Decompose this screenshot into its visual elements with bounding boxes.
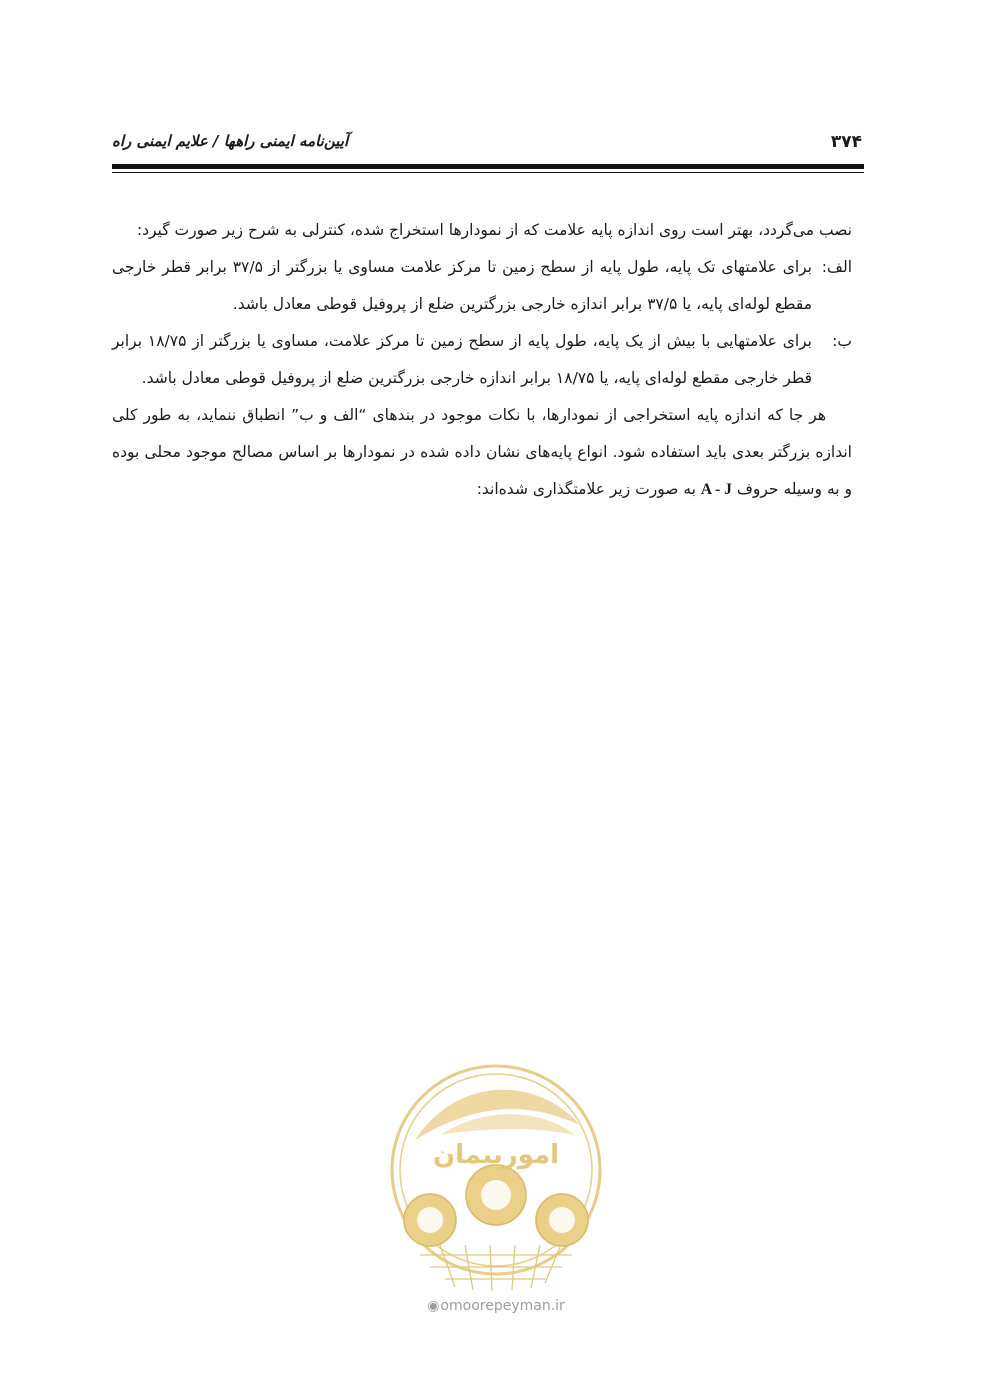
list-item-be [112,323,852,397]
watermark-caption-text: omoorepeyman.ir [440,1298,565,1314]
header-rule-thin [112,172,864,173]
letters-range: A - J [700,481,732,498]
list-item-text: برای علامتهایی با بیش از یک پایه، طول پایه از سطح زمین تا مرکز علامت، مساوی یا بزرگتر از ۱۸/۷۵ برابر قطر خارجی مقطع لوله‌ای پایه، یا ۱۸/۷۵ برابر اندازه خارجی بزرگترین ضلع از پروفیل قوطی معادل باشد. [112,332,812,387]
watermark [385,1055,607,1340]
paragraph-intro: نصب می‌گردد، بهتر است روی اندازه پایه علامت که از نمودارها استخراج شده، کنترلی به شرح زیر صورت گیرد: [136,221,852,239]
header-rule-thick [112,164,864,169]
running-head: آیین‌نامه ایمنی راهها / علایم ایمنی راه [112,132,349,150]
list-item-label: الف: [821,258,852,276]
watermark-caption [385,1298,607,1314]
paragraph-closing-part1: هر جا که اندازه پایه استخراجی از نمودارها، با نکات موجود در بندهای “الف و ب” انطباق ننماید، به طور کلی اندازه بزرگتر بعدی باید استفاده شود. انواع پایه‌های نشان داده شده در نمودارها بر اساس مصالح موجود محلی بوده و به وسیله حروف [112,406,852,498]
paragraph-closing-part2: به صورت زیر علامتگذاری شده‌اند: [476,480,696,498]
globe-icon: ◉ [427,1298,440,1314]
paragraph-closing [112,397,852,508]
list-item-text: برای علامتهای تک پایه، طول پایه از سطح زمین تا مرکز علامت مساوی یا بزرگتر از ۳۷/۵ برابر قطر خارجی مقطع لوله‌ای پایه، یا ۳۷/۵ برابر اندازه خارجی بزرگترین ضلع از پروفیل قوطی معادل باشد. [112,258,812,313]
list-item-alef [112,249,852,323]
page-number: ۳۷۴ [830,132,862,152]
watermark-logo-text: امورپیمان [432,1140,560,1170]
list-item-label: ب: [832,332,852,350]
body-text [112,212,852,508]
watermark-logo [385,1055,607,1295]
